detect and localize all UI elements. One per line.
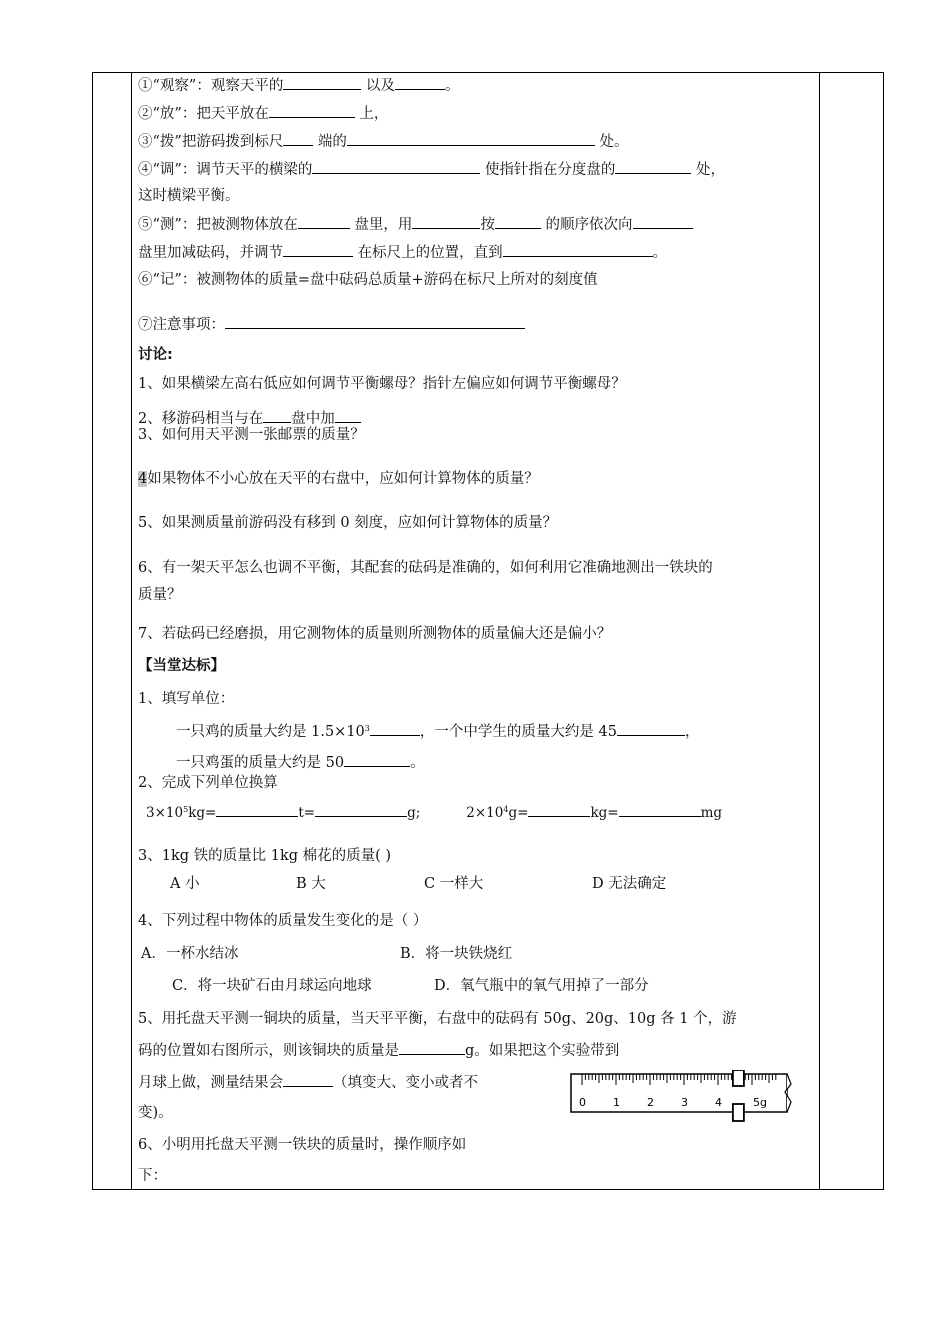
step-measure-line2: 盘里加减砝码，并调节 在标尺上的位置，直到 。 bbox=[138, 242, 667, 263]
practice-p2-conversions: $3\times 10^5kg= t= g$; $2\times 10^4g= kg=$ mg bbox=[146, 802, 722, 823]
practice-p3-option-b: B 大 bbox=[296, 876, 326, 892]
practice-p5-line3: 月球上做，测量结果会 （填变大、变小或者不 bbox=[138, 1072, 478, 1093]
table-divider-left bbox=[131, 73, 132, 1189]
discussion-q2: 2、移游码相当与在 盘中加 bbox=[138, 408, 361, 429]
step-observe: ①“观察”：观察天平的 以及 。 bbox=[138, 75, 459, 96]
ruler-tick-label: 4 bbox=[715, 1096, 722, 1109]
step-measure: ⑤“测”：把被测物体放在 盘里，用 按 的顺序依次向 bbox=[138, 214, 693, 235]
practice-p4: 4、下列过程中物体的质量发生变化的是（ ） bbox=[138, 913, 428, 929]
practice-p4-option-d: D．氧气瓶中的氧气用掉了一部分 bbox=[434, 978, 649, 994]
step-adjust: ④“调”：调节天平的横梁的 使指针指在分度盘的 处， bbox=[138, 159, 725, 180]
practice-p1-line-b: 一只鸡蛋的质量大约是 50 。 bbox=[176, 752, 425, 773]
balance-ruler-diagram bbox=[570, 1070, 792, 1124]
step-record: ⑥“记”：被测物体的质量=盘中砝码总质量+游码在标尺上所对的刻度值 bbox=[138, 272, 598, 288]
ruler-tick-label: 2 bbox=[647, 1096, 654, 1109]
ruler-tick-label: 0 bbox=[579, 1096, 586, 1109]
ruler-labels bbox=[579, 1096, 722, 1109]
practice-p3-option-c: C 一样大 bbox=[424, 876, 484, 892]
ruler-tick-label: 3 bbox=[681, 1096, 688, 1109]
rider-top bbox=[733, 1070, 744, 1086]
discussion-q6: 6、有一架天平怎么也调不平衡，其配套的砝码是准确的，如何利用它准确地测出一铁块的 bbox=[138, 560, 713, 576]
rider-bottom bbox=[733, 1104, 744, 1121]
practice-p3-option-d: D 无法确定 bbox=[592, 876, 667, 892]
practice-p6-line2: 下： bbox=[138, 1168, 167, 1184]
practice-p4-option-b: B．将一块铁烧红 bbox=[400, 946, 513, 962]
discussion-q3: 3、如何用天平测一张邮票的质量？ bbox=[138, 427, 365, 443]
practice-p1: 1、填写单位： bbox=[138, 691, 235, 707]
step-move: ③“拨”把游码拨到标尺 端的 处。 bbox=[138, 131, 629, 152]
practice-p2: 2、完成下列单位换算 bbox=[138, 775, 278, 791]
discussion-q1: 1、如果横梁左高右低应如何调节平衡螺母？指针左偏应如何调节平衡螺母？ bbox=[138, 376, 626, 392]
practice-p3-option-a: A 小 bbox=[170, 876, 200, 892]
table-divider-right bbox=[819, 73, 820, 1189]
practice-p6: 6、小明用托盘天平测一铁块的质量时，操作顺序如 bbox=[138, 1137, 467, 1153]
practice-p5-line4: 变)。 bbox=[138, 1105, 173, 1121]
step-place: ②“放”：把天平放在 上， bbox=[138, 103, 388, 124]
discussion-q5: 5、如果测质量前游码没有移到 0 刻度，应如何计算物体的质量？ bbox=[138, 515, 558, 531]
ruler-unit-label: 5g bbox=[753, 1096, 767, 1109]
practice-p4-option-c: C．将一块矿石由月球运向地球 bbox=[172, 978, 372, 994]
discussion-q7: 7、若砝码已经磨损，用它测物体的质量则所测物体的质量偏大还是偏小？ bbox=[138, 626, 612, 642]
practice-p5-line2: 码的位置如右图所示，则该铜块的质量是 g。如果把这个实验带到 bbox=[138, 1040, 619, 1061]
ruler-ticks bbox=[582, 1074, 776, 1085]
ruler-tick-label: 1 bbox=[613, 1096, 620, 1109]
step-adjust-line2: 这时横梁平衡。 bbox=[138, 188, 240, 204]
ruler-break-edge bbox=[785, 1074, 791, 1112]
discussion-q6-line2: 质量？ bbox=[138, 587, 182, 603]
practice-p5: 5、用托盘天平测一铜块的质量，当天平平衡，右盘中的砝码有 50g、20g、10g 各 1 个，游 bbox=[138, 1011, 737, 1027]
practice-heading: 【当堂达标】 bbox=[138, 658, 225, 674]
practice-p4-option-a: A．一杯水结冰 bbox=[141, 946, 239, 962]
discussion-heading: 讨论: bbox=[138, 347, 173, 363]
discussion-q4: 4如果物体不小心放在天平的右盘中，应如何计算物体的质量？ bbox=[138, 471, 539, 487]
step-notes: ⑦注意事项： bbox=[138, 314, 525, 335]
practice-p3: 3、1kg 铁的质量比 1kg 棉花的质量( ) bbox=[138, 848, 392, 864]
practice-p1-line-a: 一只鸡的质量大约是 $1.5\times 10^3$ ，一个中学生的质量大约是 45 ， bbox=[176, 721, 699, 742]
